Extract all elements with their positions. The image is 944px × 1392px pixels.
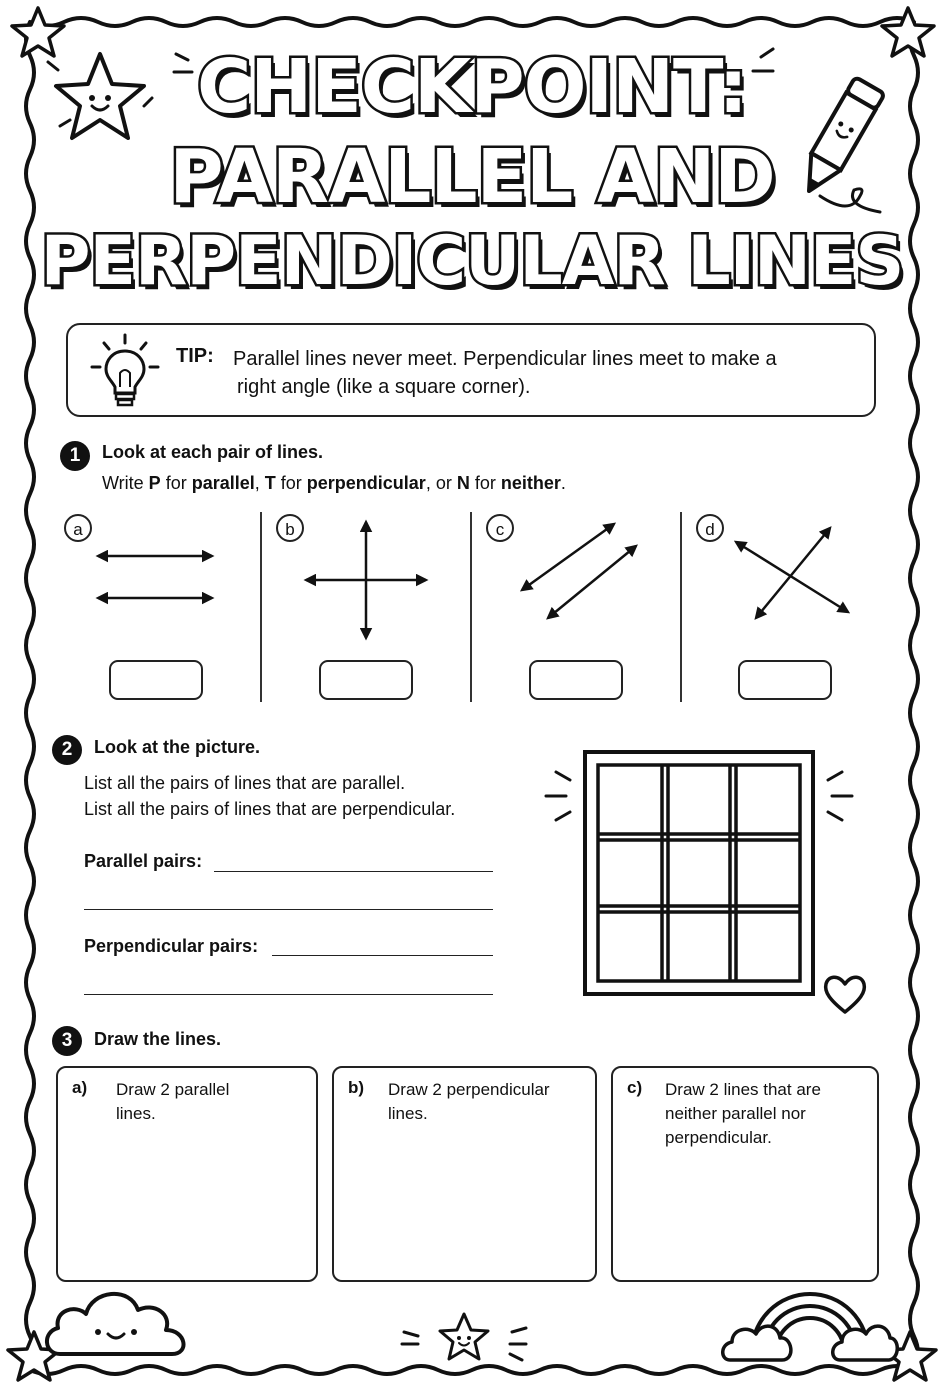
parallel-pairs-answer-line[interactable]	[214, 871, 493, 872]
item-a-answer-box[interactable]	[109, 660, 203, 700]
draw-box-a-text: Draw 2 parallel lines.	[116, 1080, 230, 1123]
item-b-letter: b	[276, 514, 304, 542]
tip-text	[233, 345, 853, 401]
perpendicular-pairs-answer-line[interactable]	[272, 955, 493, 956]
tip-box	[66, 323, 876, 417]
section-3-number: 3	[52, 1026, 82, 1056]
draw-box-c-letter: c)	[627, 1078, 643, 1097]
draw-box-b[interactable]	[332, 1066, 597, 1282]
section-2-line-2: List all the pairs of lines that are perpendicular.	[84, 799, 456, 819]
item-d-crossing-lines	[736, 528, 848, 618]
draw-box-a[interactable]	[56, 1066, 318, 1282]
line-pairs-figure	[0, 500, 944, 660]
item-c-diagonal-lines	[522, 524, 636, 618]
item-c-letter: c	[486, 514, 514, 542]
tip-line-1: Parallel lines never meet. Perpendicular lines meet to make a	[233, 348, 777, 370]
perpendicular-pairs-answer-line-2[interactable]	[84, 994, 493, 995]
title-line-3: PERPENDICULAR LINES	[40, 222, 904, 301]
section-1-heading: Look at each pair of lines.	[102, 442, 324, 462]
title-line-1: CHECKPOINT:	[196, 44, 748, 130]
parallel-pairs-answer-line-2[interactable]	[84, 909, 493, 910]
section-2-line-1: List all the pairs of lines that are parallel.	[84, 773, 406, 793]
title-line-2: PARALLEL AND	[169, 134, 775, 220]
item-b-answer-box[interactable]	[319, 660, 413, 700]
smiling-cloud-icon	[40, 1270, 200, 1360]
draw-box-b-letter: b)	[348, 1078, 365, 1097]
item-c-answer-box[interactable]	[529, 660, 623, 700]
perpendicular-pairs-label: Perpendicular pairs:	[84, 936, 259, 956]
section-1-instruction: Write P for parallel, T for perpendicular, or N for neither.	[102, 473, 566, 493]
item-d-letter: d	[696, 514, 724, 542]
item-a-parallel-lines	[98, 556, 212, 598]
tip-label: TIP:	[176, 345, 214, 367]
draw-box-c[interactable]	[611, 1066, 879, 1282]
draw-box-c-text: Draw 2 lines that are neither parallel nor perpendicular.	[665, 1080, 821, 1147]
small-star-icon	[398, 1310, 530, 1366]
section-3-heading: Draw the lines.	[94, 1029, 222, 1049]
item-b-perpendicular-lines	[306, 522, 426, 638]
draw-box-b-text: Draw 2 perpendicular lines.	[388, 1080, 550, 1123]
rainbow-icon	[720, 1256, 900, 1366]
section-2-heading: Look at the picture.	[94, 737, 261, 757]
draw-box-a-letter: a)	[72, 1078, 88, 1097]
heart-icon	[820, 970, 870, 1018]
lightbulb-icon	[90, 331, 160, 411]
item-d-answer-box[interactable]	[738, 660, 832, 700]
section-1-number: 1	[60, 441, 90, 471]
section-2-number: 2	[52, 735, 82, 765]
tip-line-2: right angle (like a square corner).	[237, 376, 531, 398]
item-a-letter: a	[64, 514, 92, 542]
parallel-pairs-label: Parallel pairs:	[84, 851, 203, 871]
